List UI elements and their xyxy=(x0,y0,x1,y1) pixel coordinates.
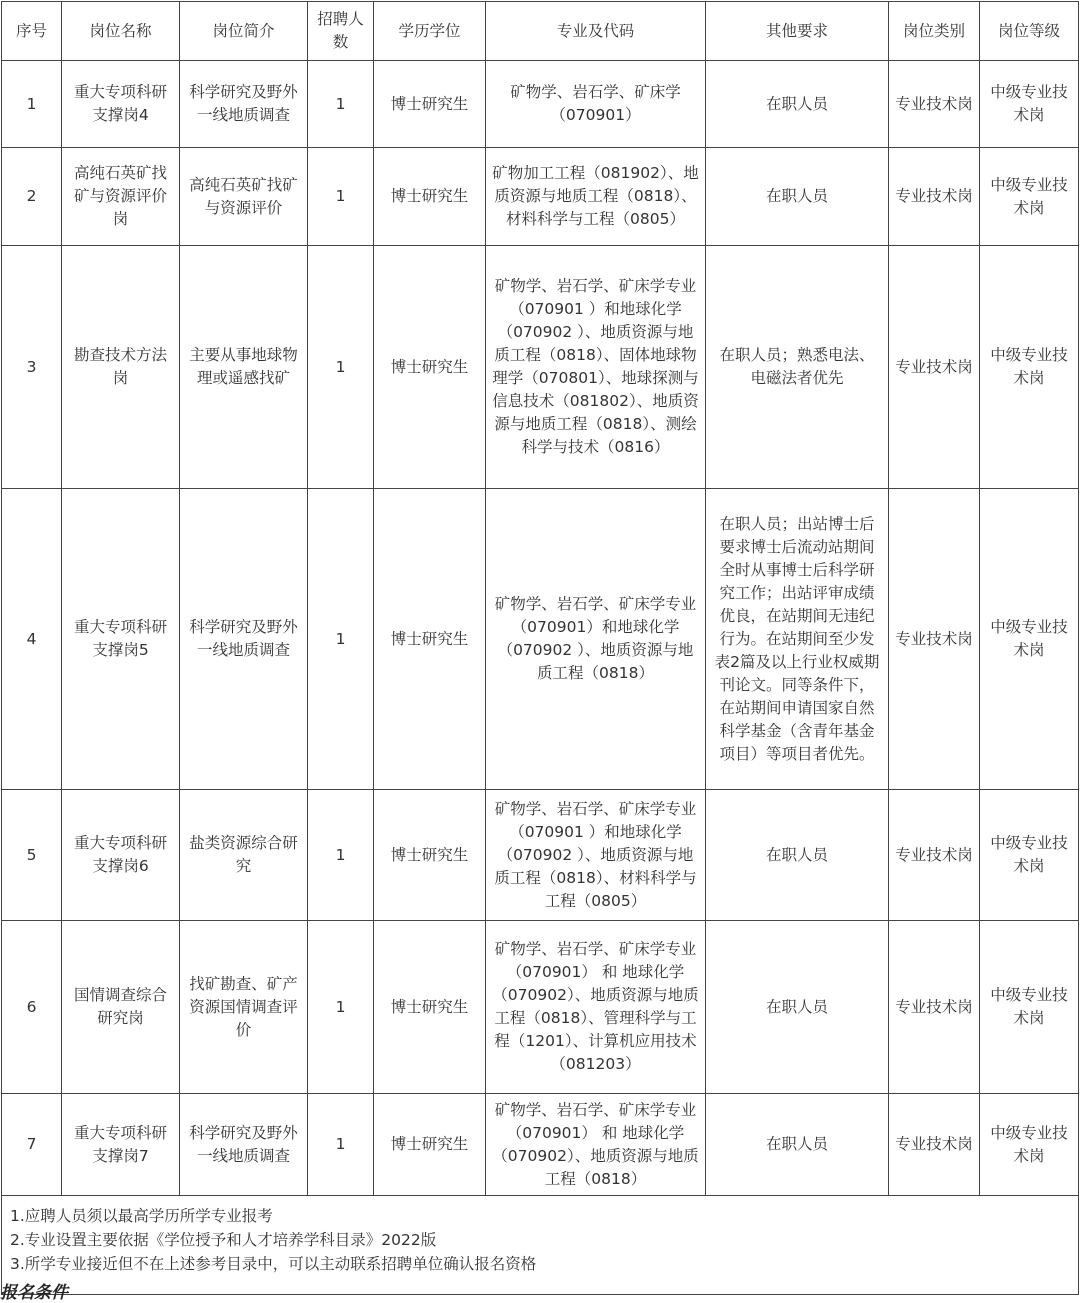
table-row xyxy=(2,61,1079,148)
cell-requirements: 在职人员；出站博士后要求博士后流动站期间全时从事博士后科学研究工作；出站评审成绩优良，在站期间无违纪行为。在站期间至少发表2篇及以上行业权威期刊论文。同等条件下，在站期间申请国家自然科学基金（含青年基金项目）等项目者优先。 xyxy=(706,489,889,790)
cell-degree: 博士研究生 xyxy=(374,61,486,148)
cell-name: 重大专项科研支撑岗4 xyxy=(62,61,180,148)
cell-degree: 博士研究生 xyxy=(374,1094,486,1196)
table-row xyxy=(2,1094,1079,1196)
cell-no: 2 xyxy=(2,148,62,246)
cell-major: 矿物学、岩石学、矿床学专业（070901 ）和地球化学（070902 ）、地质资源与地质工程（0818）、固体地球物理学（070801）、地球探测与信息技术（081802）、地质资源与地质工程（0818）、测绘科学与技术（0816） xyxy=(486,246,706,489)
cell-requirements: 在职人员；熟悉电法、电磁法者优先 xyxy=(706,246,889,489)
cell-intro: 科学研究及野外一线地质调查 xyxy=(180,489,308,790)
note-line: 1.应聘人员须以最高学历所学专业报考 xyxy=(10,1207,273,1225)
cell-count: 1 xyxy=(308,148,374,246)
cell-intro: 科学研究及野外一线地质调查 xyxy=(180,61,308,148)
cell-level: 中级专业技术岗 xyxy=(980,790,1079,921)
cell-degree: 博士研究生 xyxy=(374,790,486,921)
cell-degree: 博士研究生 xyxy=(374,148,486,246)
cell-category: 专业技术岗 xyxy=(889,1094,980,1196)
cell-requirements: 在职人员 xyxy=(706,1094,889,1196)
table-row xyxy=(2,921,1079,1094)
section-heading: 报名条件 xyxy=(0,1283,68,1303)
cell-requirements: 在职人员 xyxy=(706,790,889,921)
cell-level: 中级专业技术岗 xyxy=(980,246,1079,489)
table-row xyxy=(2,148,1079,246)
cell-name: 重大专项科研支撑岗7 xyxy=(62,1094,180,1196)
header-count: 招聘人数 xyxy=(308,2,374,61)
cell-count: 1 xyxy=(308,921,374,1094)
cell-intro: 主要从事地球物理或遥感找矿 xyxy=(180,246,308,489)
header-major: 专业及代码 xyxy=(486,2,706,61)
cell-requirements: 在职人员 xyxy=(706,921,889,1094)
header-category: 岗位类别 xyxy=(889,2,980,61)
cell-no: 7 xyxy=(2,1094,62,1196)
cell-level: 中级专业技术岗 xyxy=(980,489,1079,790)
cell-name: 国情调查综合研究岗 xyxy=(62,921,180,1094)
cell-degree: 博士研究生 xyxy=(374,246,486,489)
cell-no: 4 xyxy=(2,489,62,790)
cell-major: 矿物学、岩石学、矿床学（070901） xyxy=(486,61,706,148)
cell-requirements: 在职人员 xyxy=(706,148,889,246)
header-degree: 学历学位 xyxy=(374,2,486,61)
note-line: 2.专业设置主要依据《学位授予和人才培养学科目录》2022版 xyxy=(10,1231,437,1249)
cell-name: 重大专项科研支撑岗6 xyxy=(62,790,180,921)
notes-cell xyxy=(2,1196,1079,1295)
table-row xyxy=(2,790,1079,921)
table-row xyxy=(2,489,1079,790)
cell-level: 中级专业技术岗 xyxy=(980,148,1079,246)
cell-category: 专业技术岗 xyxy=(889,489,980,790)
header-name: 岗位名称 xyxy=(62,2,180,61)
cell-category: 专业技术岗 xyxy=(889,790,980,921)
cell-name: 重大专项科研支撑岗5 xyxy=(62,489,180,790)
cell-no: 3 xyxy=(2,246,62,489)
cell-category: 专业技术岗 xyxy=(889,148,980,246)
job-positions-table xyxy=(1,1,1079,1295)
cell-intro: 盐类资源综合研究 xyxy=(180,790,308,921)
cell-no: 5 xyxy=(2,790,62,921)
cell-no: 6 xyxy=(2,921,62,1094)
header-intro: 岗位简介 xyxy=(180,2,308,61)
cell-degree: 博士研究生 xyxy=(374,921,486,1094)
header-no: 序号 xyxy=(2,2,62,61)
cell-intro: 科学研究及野外一线地质调查 xyxy=(180,1094,308,1196)
notes-row xyxy=(2,1196,1079,1295)
table-header-row xyxy=(2,2,1079,61)
cell-category: 专业技术岗 xyxy=(889,61,980,148)
cell-major: 矿物学、岩石学、矿床学专业（070901） 和 地球化学（070902）、地质资源与地质工程（0818） xyxy=(486,1094,706,1196)
cell-no: 1 xyxy=(2,61,62,148)
cell-requirements: 在职人员 xyxy=(706,61,889,148)
cell-name: 勘查技术方法岗 xyxy=(62,246,180,489)
note-line: 3.所学专业接近但不在上述参考目录中，可以主动联系招聘单位确认报名资格 xyxy=(10,1255,537,1273)
table-row xyxy=(2,246,1079,489)
cell-count: 1 xyxy=(308,61,374,148)
cell-count: 1 xyxy=(308,489,374,790)
cell-degree: 博士研究生 xyxy=(374,489,486,790)
header-requirements: 其他要求 xyxy=(706,2,889,61)
cell-intro: 高纯石英矿找矿与资源评价 xyxy=(180,148,308,246)
cell-level: 中级专业技术岗 xyxy=(980,1094,1079,1196)
header-level: 岗位等级 xyxy=(980,2,1079,61)
cell-major: 矿物学、岩石学、矿床学专业（070901 ）和地球化学（070902 ）、地质资源与地质工程（0818）、材料科学与工程（0805） xyxy=(486,790,706,921)
cell-count: 1 xyxy=(308,790,374,921)
cell-major: 矿物学、岩石学、矿床学专业（070901）和地球化学（070902 ）、地质资源与地质工程（0818） xyxy=(486,489,706,790)
cell-major: 矿物学、岩石学、矿床学专业（070901） 和 地球化学（070902）、地质资源与地质工程（0818）、管理科学与工程（1201）、计算机应用技术（081203） xyxy=(486,921,706,1094)
cell-count: 1 xyxy=(308,1094,374,1196)
cell-name: 高纯石英矿找矿与资源评价岗 xyxy=(62,148,180,246)
cell-category: 专业技术岗 xyxy=(889,246,980,489)
cell-level: 中级专业技术岗 xyxy=(980,61,1079,148)
cell-level: 中级专业技术岗 xyxy=(980,921,1079,1094)
cell-intro: 找矿勘查、矿产资源国情调查评价 xyxy=(180,921,308,1094)
cell-category: 专业技术岗 xyxy=(889,921,980,1094)
cell-count: 1 xyxy=(308,246,374,489)
cell-major: 矿物加工工程（081902）、地质资源与地质工程（0818）、材料科学与工程（0805） xyxy=(486,148,706,246)
